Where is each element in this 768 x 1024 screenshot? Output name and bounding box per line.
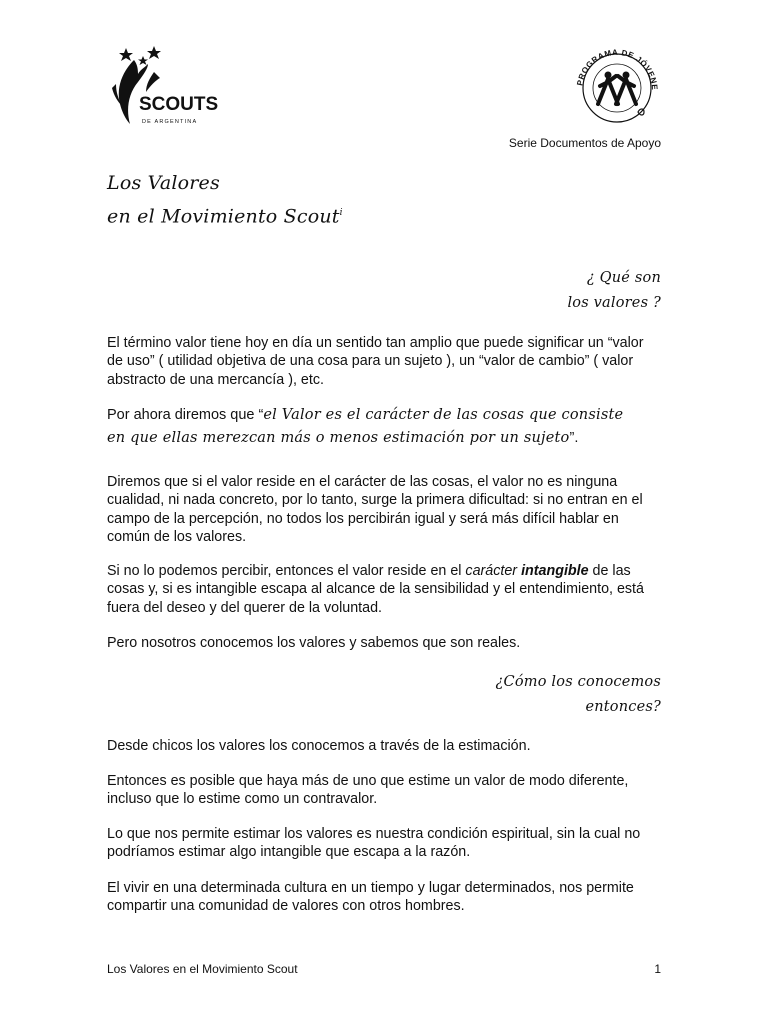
- title-line-1: Los Valores: [107, 172, 220, 194]
- svg-text:PROGRAMA DE JÓVENES: PROGRAMA DE JÓVENE: [575, 47, 660, 91]
- series-label: Serie Documentos de Apoyo: [508, 136, 661, 150]
- scouts-logo-text: SCOUTS: [139, 94, 219, 115]
- program-seal-icon: [572, 46, 662, 124]
- scouts-logo-subtext: DE ARGENTINA: [142, 119, 198, 125]
- definition-quote-line-2: en que ellas merezcan más o menos estimación por un sujeto: [107, 430, 570, 446]
- paragraph-2: Por ahora diremos que “el Valor es el carácter de las cosas que consiste en que ellas merezcan más o menos estimación por un sujeto”.: [107, 407, 624, 446]
- paragraph-4: Si no lo podemos percibir, entonces el valor reside en el carácter intangible de las cosas y, si es intangible escapa al alcance de la sensibilidad y el entendimiento, está fuera del deseo y del querer de la voluntad.: [107, 563, 644, 616]
- definition-quote-line-1: el Valor es el carácter de las cosas que consiste: [263, 407, 624, 423]
- scouts-argentina-logo: [104, 44, 219, 128]
- page-title: [107, 168, 343, 231]
- paragraph-5: Pero nosotros conocemos los valores y sabemos que son reales.: [107, 635, 521, 651]
- footnote-mark: i: [339, 208, 343, 218]
- paragraph-1: El término valor tiene hoy en día un sentido tan amplio que puede significar un “valor de uso” ( utilidad objetiva de una cosa para un sujeto ), un “valor de cambio” ( valor abstracto de una mercancía ), etc.: [107, 335, 644, 388]
- italic-caracter: carácter: [465, 563, 518, 579]
- scouts-emblem-icon: [104, 44, 219, 128]
- paragraph-8: Lo que nos permite estimar los valores es nuestra condición espiritual, sin la cual no podríamos estimar algo intangible que escapa a la razón.: [107, 826, 641, 861]
- paragraph-6: Desde chicos los valores los conocemos a través de la estimación.: [107, 738, 531, 754]
- paragraph-7: Entonces es posible que haya más de uno que estime un valor de modo diferente, incluso que lo estime como un contravalor.: [107, 773, 629, 808]
- title-line-2: en el Movimiento Scout$^i$: [107, 205, 343, 228]
- programa-de-jovenes-seal: [572, 46, 662, 124]
- page-number: 1: [654, 962, 661, 976]
- paragraph-3: Diremos que si el valor reside en el carácter de las cosas, el valor no es ninguna cualidad, ni nada concreto, por lo tanto, surge la primera dificultad: si no entran en el campo de la percepción, no todos los percibirán igual y será más difícil hablar en común de los valores.: [107, 474, 643, 546]
- bold-intangible: intangible: [521, 563, 589, 579]
- paragraph-9: El vivir en una determinada cultura en un tiempo y lugar determinados, nos permite compartir una comunidad de valores con otros hombres.: [107, 880, 634, 915]
- question-heading-1: ¿ Qué son los valores ?: [567, 270, 661, 311]
- question-heading-2: ¿Cómo los conocemos entonces?: [495, 674, 661, 715]
- footer-title: Los Valores en el Movimiento Scout: [107, 962, 298, 976]
